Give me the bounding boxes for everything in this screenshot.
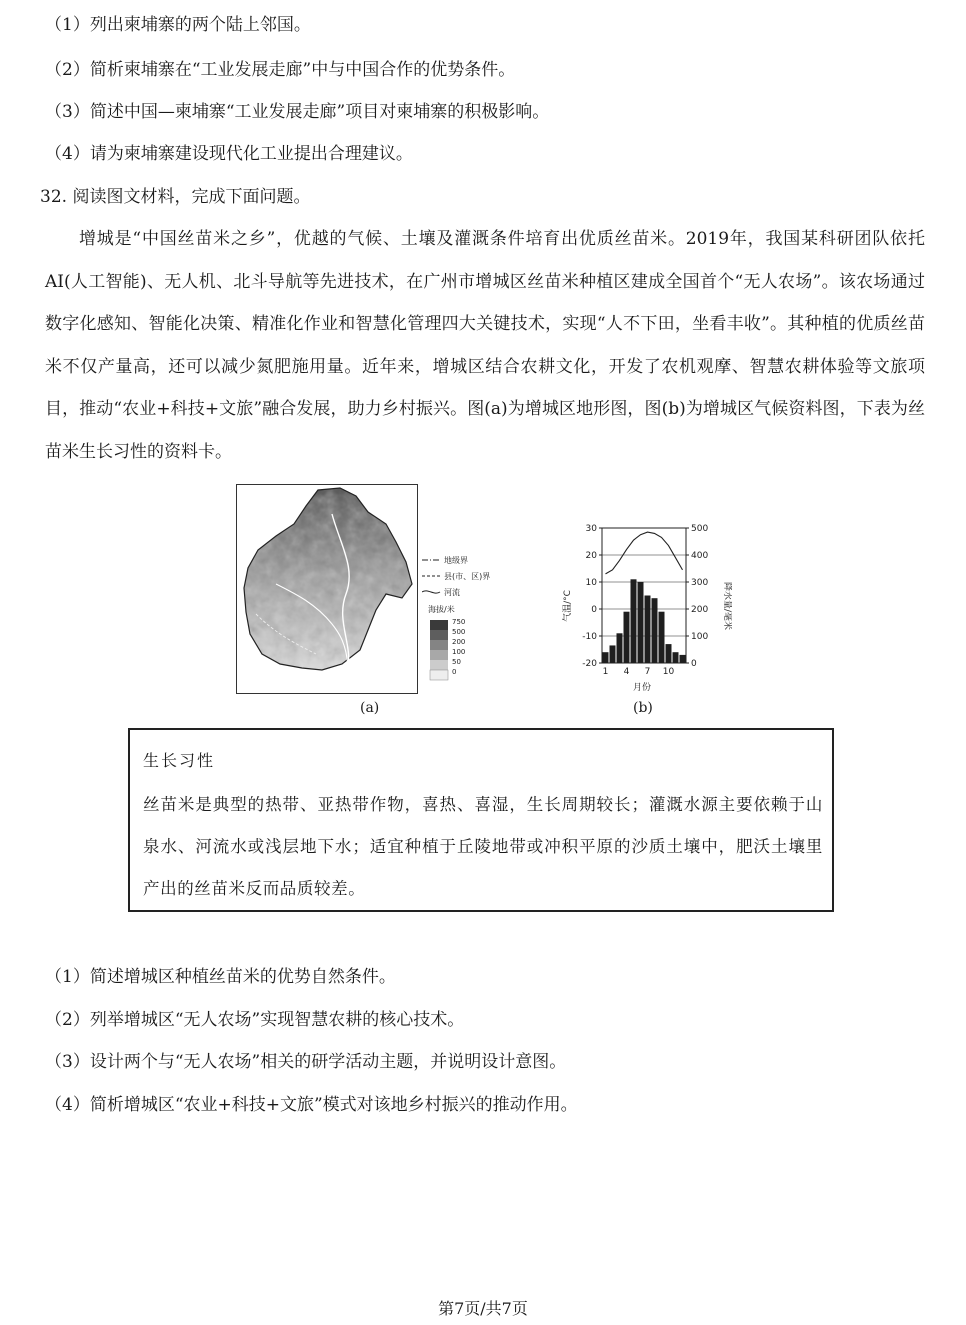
- precip-bar: [659, 612, 665, 663]
- precip-bar: [610, 645, 616, 663]
- question-31-2: （2）简析柬埔寨在“工业发展走廊”中与中国合作的优势条件。: [45, 60, 516, 80]
- question-32-3: （3）设计两个与“无人农场”相关的研学活动主题，并说明设计意图。: [45, 1052, 567, 1072]
- legend-item-prefecture-boundary: 地级界: [444, 556, 468, 565]
- elevation-tick: 100: [452, 648, 466, 656]
- left-tick-label: 0: [591, 605, 597, 615]
- growth-habit-card: [128, 728, 834, 912]
- precip-bar: [603, 652, 609, 663]
- precip-bar: [624, 612, 630, 663]
- question-32-heading: 32. 阅读图文材料，完成下面问题。: [40, 187, 311, 207]
- page-footer: 第7页/共7页: [438, 1299, 528, 1318]
- elevation-tick: 750: [452, 618, 466, 626]
- right-tick-label: 400: [691, 551, 709, 561]
- precip-bar: [673, 652, 679, 663]
- left-tick-label: 30: [585, 524, 597, 534]
- precip-bar: [617, 633, 623, 663]
- elevation-tick: 500: [452, 628, 466, 636]
- x-tick-label: 10: [662, 667, 675, 677]
- elevation-tick: 200: [452, 638, 466, 646]
- legend-item-county-boundary: 县(市、区)界: [444, 572, 491, 581]
- precip-bar: [652, 598, 658, 663]
- legend-elevation-title: 海拔/米: [428, 605, 455, 614]
- question-32-1: （1）简述增城区种植丝苗米的优势自然条件。: [45, 967, 396, 987]
- map-legend-panel: [422, 552, 522, 692]
- card-body: 丝苗米是典型的热带、亚热带作物，喜热、喜湿，生长周期较长；灌溉水源主要依赖于山泉水、河流水或浅层地下水；适宜种植于丘陵地带或冲积平原的沙质土壤中，肥沃土壤里产出的丝苗米反而品质较差。: [143, 795, 823, 898]
- right-tick-label: 200: [691, 605, 709, 615]
- elevation-tick: 0: [452, 668, 457, 676]
- right-tick-label: 500: [691, 524, 709, 534]
- x-tick-label: 7: [644, 667, 651, 677]
- left-tick-label: 10: [585, 578, 597, 588]
- right-tick-label: 300: [691, 578, 709, 588]
- temperature-line: [606, 532, 683, 574]
- right-axis-label: 降水量/毫米: [722, 581, 732, 631]
- precip-bar: [631, 579, 637, 663]
- precip-bar: [645, 596, 651, 664]
- right-tick-label: 0: [691, 659, 697, 669]
- left-tick-label: -10: [582, 632, 597, 642]
- x-tick-label: 4: [623, 667, 630, 677]
- elevation-tick: 50: [452, 658, 461, 666]
- left-tick-label: 20: [585, 551, 597, 561]
- x-axis-label: 月份: [632, 683, 652, 693]
- card-title: 生长习性: [143, 751, 216, 770]
- question-31-1: （1）列出柬埔寨的两个陆上邻国。: [45, 15, 311, 35]
- question-32-2: （2）列举增城区“无人农场”实现智慧农耕的核心技术。: [45, 1010, 465, 1030]
- x-tick-label: 1: [602, 667, 609, 677]
- precip-bar: [638, 582, 644, 663]
- right-tick-label: 100: [691, 632, 709, 642]
- question-31-4: （4）请为柬埔寨建设现代化工业提出合理建议。: [45, 144, 413, 164]
- left-tick-label: -20: [582, 659, 597, 669]
- question-31-3: （3）简述中国—柬埔寨“工业发展走廊”项目对柬埔寨的积极影响。: [45, 102, 550, 122]
- precip-bar: [666, 644, 672, 663]
- left-axis-label: 气温/°C: [563, 590, 573, 622]
- figure-a-caption: (a): [360, 700, 380, 716]
- precip-bar: [680, 655, 686, 663]
- figure-b-caption: (b): [633, 700, 653, 716]
- climate-chart: [562, 518, 732, 698]
- plot-frame: [602, 528, 686, 663]
- question-32-4: （4）简析增城区“农业+科技+文旅”模式对该地乡村振兴的推动作用。: [45, 1095, 578, 1115]
- legend-item-river: 河流: [444, 588, 460, 597]
- terrain-map-figure: [236, 484, 418, 694]
- question-32-material: 增城是“中国丝苗米之乡”，优越的气候、土壤及灌溉条件培育出优质丝苗米。2019年，我国某科研团队依托AI(人工智能)、无人机、北斗导航等先进技术，在广州市增城区丝苗米种植区建成全国首个“无人农场”。该农场通过数字化感知、智能化决策、精准化作业和智慧化管理四大关键技术，实现“人不下田，坐看丰收”。其种植的优质丝苗米不仅产量高，还可以减少氮肥施用量。近年来，增城区结合农耕文化，开发了农机观摩、智慧农耕体验等文旅项目，推动“农业+科技+文旅”融合发展，助力乡村振兴。图(a)为增城区地形图，图(b)为增城区气候资料图，下表为丝苗米生长习性的资料卡。: [45, 229, 925, 462]
